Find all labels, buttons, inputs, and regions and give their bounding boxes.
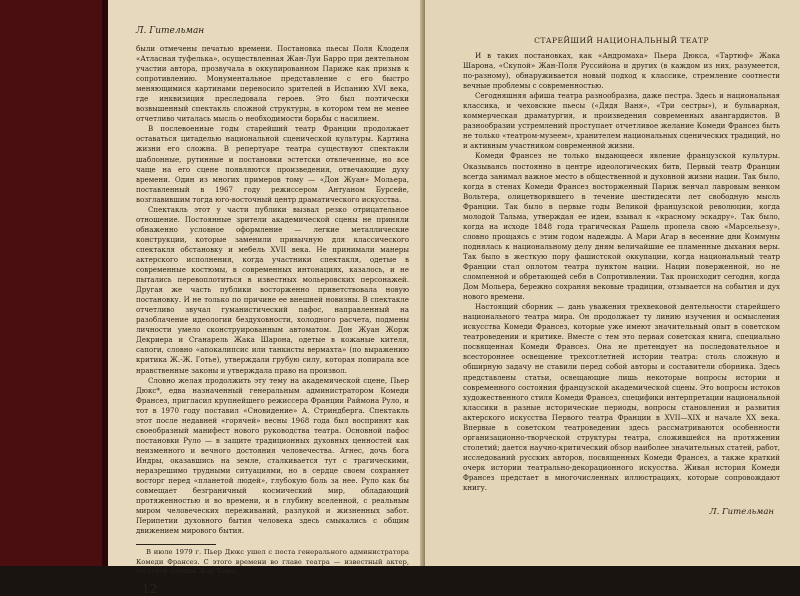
left-paragraph: были отмечены печатью времени. Постановка пьесы Поля Клоделя «Атласная туфелька», осуществленная Жан-Луи Барро при деятельном участии автора, прозвучала в оккупированном Париже как призыв к сопротивлению. Монументальное представление с его быстро меняющимися картинами переносило зрителей в Испанию XVI века, где инквизиция преследовала героев. Это был поэтически возвышенный спектакль сложной структуры, в котором тем не менее отчетливо читалась мысль о необходимости борьбы с насилием.	[136, 44, 409, 124]
left-running-head: Л. Гительман	[136, 26, 205, 36]
right-paragraph: И в таких постановках, как «Андромаха» Пьера Дюкса, «Тартюф» Жака Шарона, «Скупой» Жан-Поля Руссийона и других (в каждом из них, разумеется, по-разному), обнаруживается новый подход к классике, стремление соотнести вечные проблемы с современностью.	[463, 51, 780, 91]
author-signature: Л. Гительман	[709, 507, 774, 518]
right-running-head: СТАРЕЙШИЙ НАЦИОНАЛЬНЫЙ ТЕАТР	[534, 36, 709, 45]
left-paragraph: Словно желая продолжить эту тему на академической сцене, Пьер Дюкс*, едва назначенный генеральным администратором Комеди Франсез, пригласил крупнейшего режиссера Франции Раймона Руло, и тот в 1970 году поставил «Сновидение» А. Стриндберга. Спектакль этот после недавней «горячей» весны 1968 года был воспринят как своеобразный манифест нового руководства театра. Основной пафос постановки Руло — в защите традиционных духовных ценностей как неизменного и вечного достояния человечества. Агнес, дочь бога Индры, оказавшись на земле, сталкивается тут с трагическими, неразрешимо трудными ситуациями, но в сердце своем сохраняет восторг перед «планетой людей», глубокую боль за нее. Руло как бы совмещает безграничный космический мир, обладающий протяженностью и во времени, и в глубину вселенной, с реальным миром человеческих переживаний, разлукой и жизненных забот. Перипетии духовного бытия человека здесь смыкались с общим движением мирового бытия.	[136, 375, 409, 536]
right-paragraph: Сегодняшняя афиша театра разнообразна, даже пестра. Здесь и национальная классика, и чеховские пьесы («Дядя Ваня», «Три сестры»), и бульварная, коммерческая драматургия, и произведения современных авангардистов. В разнообразии устремлений проступает отчетливое желание Комеди Франсез быть не только «театром-музеем», хранителем национальных сценических традиций, но и активным участником современной жизни.	[463, 91, 780, 151]
footnote-rule	[136, 544, 216, 545]
right-page	[425, 0, 800, 566]
footnote: В июле 1979 г. Пьер Дюкс ушел с поста генерального администратора Комеди Франсез. С этого времени во главе театра — известный актер, сосьетер труппы Жак Тожа.	[136, 548, 409, 575]
left-page	[108, 0, 425, 596]
book-cover	[0, 0, 108, 566]
page-number: 12	[142, 581, 158, 596]
left-paragraph: Спектакль этот у части публики вызвал резко отрицательное отношение. Постоянные зрители академической сцены не приняли обнаженно условное оформление — легкие металлические конструкции, которые заменили привычную для классического спектакля обстановку и мебель XVII века. Не принимали манеры актерского исполнения, когда участники спектакля, одетые в современные костюмы, в современных интонациях, казалось, и не пытались перевоплотиться в известных мольеровских персонажей. Другая же часть публики восторженно приветствовала новую постановку. И не только по причине ее внешней новизны. В спектакле отчетливо звучал гуманистический пафос, направленный на разоблачение идеологии бездуховности, холодного расчета, подмены личности умело сконструированным автоматом. Дон Жуан Жорж Декриера и Сганарель Жака Шарона, одетые в кожаные кителя, сапоги, словно «апокалипсис или танкисты вермахта» (по выражению критика Ж.-Ж. Готье), утверждали грубую силу, которая попирала все нравственные законы и утверждала право на произвол.	[136, 204, 409, 375]
left-paragraph: В послевоенные годы старейший театр Франции продолжает оставаться цитаделью национальной сценической культуры. Картина жизни его сложна. В репертуаре театра существуют спектакли шаблонные, рутинные и постановки эстетски отвлеченные, но все чаще на его сцене появляются произведения, отвечающие духу времени. Один из многих примеров тому — «Дон Жуан» Мольера, поставленный в 1967 году режиссером Антуаном Бурсейе, возглавившим тогда юго-восточный центр драматического искусства.	[136, 124, 409, 204]
right-paragraph: Настоящий сборник — дань уважения трехвековой деятельности старейшего национального театра мира. Он продолжает ту линию изучения и осмысления искусства Комеди Франсез, которые уже имеют значительный опыт в советском театроведении и критике. Вместе с тем это первая советская книга, специально посвященная Комеди Франсез. Она не претендует на последовательное и всестороннее освещение трехсотлетней истории театра: столь сложную и обширную задачу не ставили перед собой авторы и составители сборника. Здесь представлены статьи, освещающие лишь некоторые вопросы истории и современного состояния французской академической сцены. Это вопросы истоков художественного стиля Комеди Франсез, специфики интерпретации национальной классики в разные исторические периоды, вопросы становления и развития актерского искусства Первого театра Франции в XVII—XIX и начале XX века. Впервые в советском театроведении здесь рассматриваются особенности организационно-творческой структуры театра, сложившейся на протяжении столетий; дается научно-критический обзор наиболее значительных статей, работ, исследований русских авторов, посвященных Комеди Франсез, а также краткий очерк истории театрально-декорационного искусства. Живая история Комеди Франсез предстает в многочисленных иллюстрациях, которые сопровождают книгу.	[463, 302, 780, 493]
right-paragraph: Комеди Франсез не только выдающееся явление французской культуры. Оказываясь постоянно в центре идеологических битв, Первый театр Франции всегда занимал важное место в общественной и духовной жизни нации. Так было, когда в стенах Комеди Франсез восторженный Париж венчал лавровым венком Вольтера, олицетворявшего в течение шестидесяти лет свободную мысль Франции. Так было в первые годы Великой французской революции, когда молодой Тальма, утверждая ее идеи, взывал к «красному эскадру». Так было, когда на исходе 1848 года трагическая Рашель пропела свою «Марсельезу», словно прощаясь с этим годом надежды. А Мари Агар в весенние дни Коммуны поднялась к национальному делу дням величайшие ее пламенные дыхания веры. Так было в жесткую пору фашистской оккупации, когда национальный театр Франции стал оплотом театра пунктом нации. Нации поверженной, но не сломленной и обретающей себя в Сопротивлении. Так происходит сегодня, когда Дом Мольера, бережно сохраняя вековые традиции, отзывается на события и дух нового времени.	[463, 151, 780, 302]
